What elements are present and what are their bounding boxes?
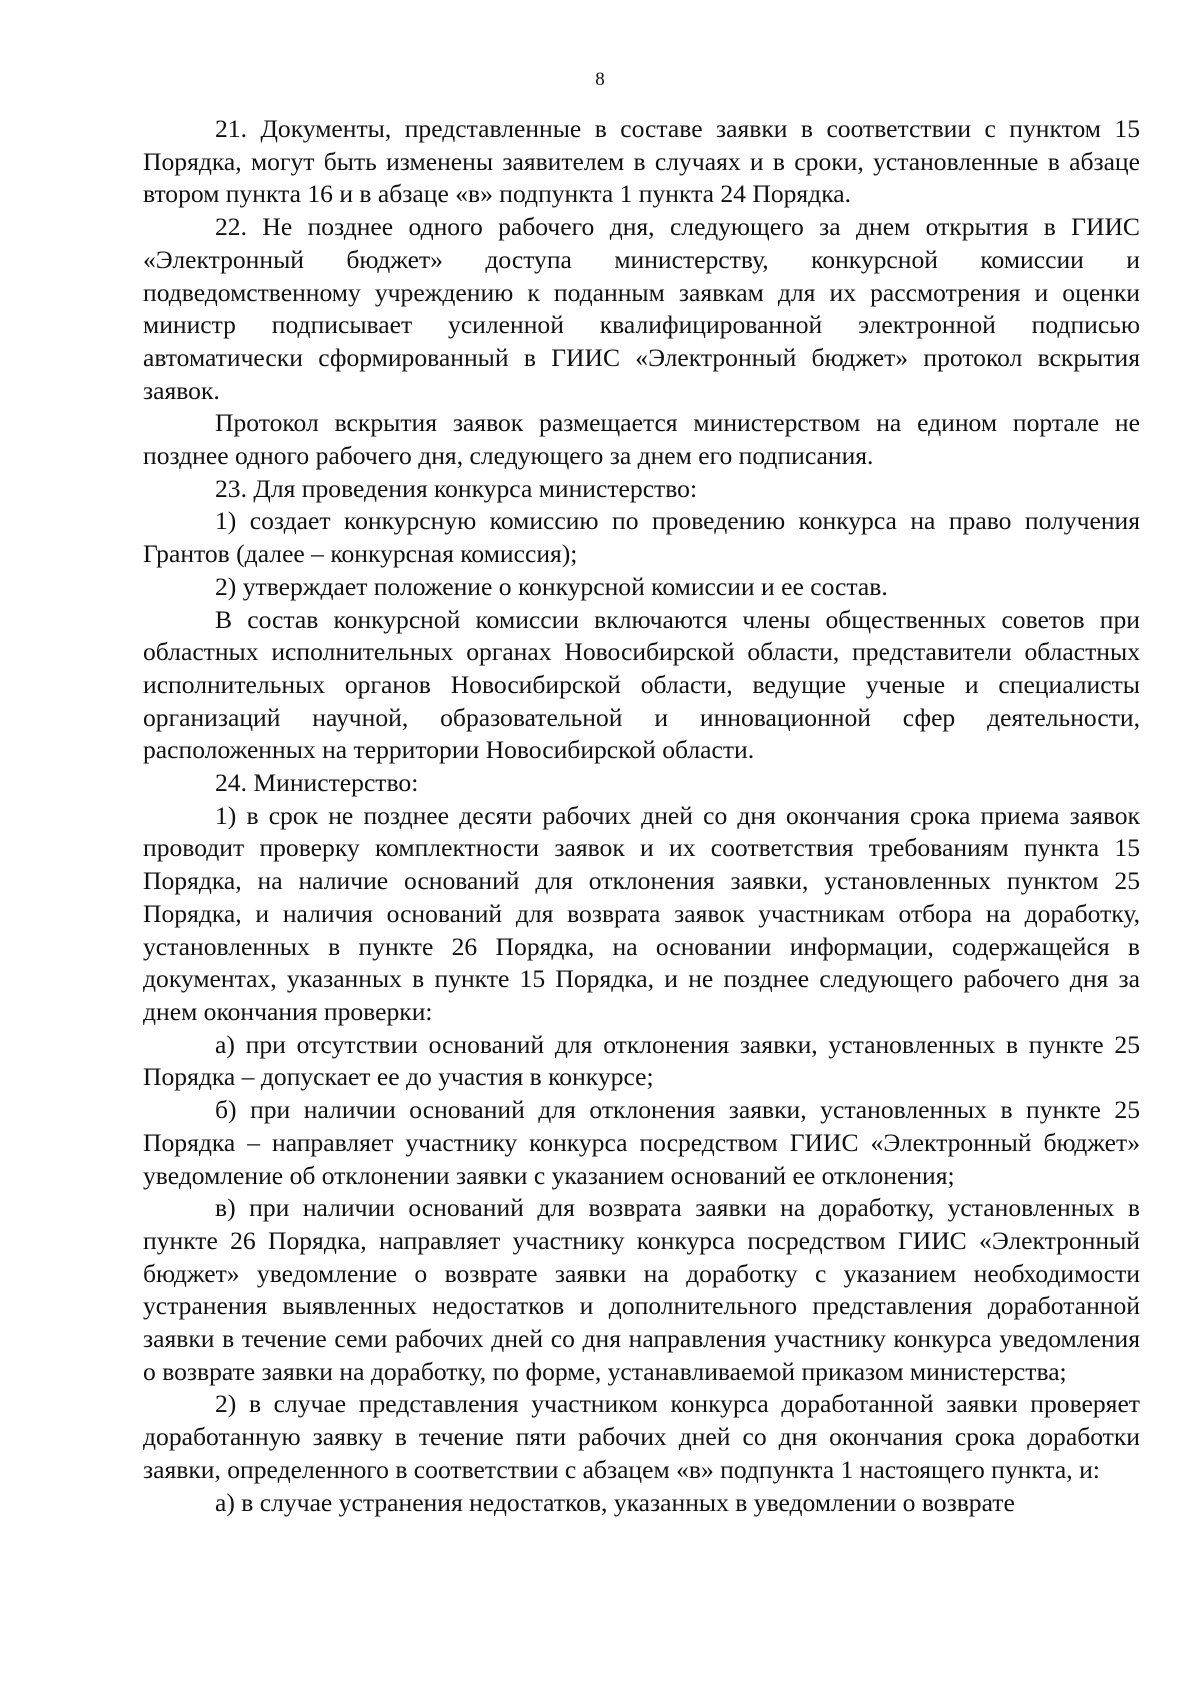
paragraph-22: 22. Не позднее одного рабочего дня, следующего за днем открытия в ГИИС «Электронный бюджет» доступа министерству, конкурсной комиссии и подведомственному учреждению к поданным заявкам для их рассмотрения и оценки министр подписывает усиленной квалифицированной электронной подписью автоматически сформированный в ГИИС «Электронный бюджет» протокол вскрытия заявок. — [143, 212, 1140, 405]
page-number: 8 — [595, 69, 605, 90]
paragraph-23-item-1: 1) создает конкурсную комиссию по проведению конкурса на право получения Грантов (далее – конкурсная комиссия); — [143, 506, 1140, 569]
paragraph-23: 23. Для проведения конкурса министерство: — [215, 473, 698, 503]
paragraph-21: 21. Документы, представленные в составе заявки в соответствии с пунктом 15 Порядка, могут быть изменены заявителем в случаях и в сроки, установленные в абзаце втором пункта 16 и в абзаце «в» подпункта 1 пункта 24 Порядка. — [143, 114, 1140, 209]
paragraph-24-item-1: 1) в срок не позднее десяти рабочих дней со дня окончания срока приема заявок проводит проверку комплектности заявок и их соответствия требованиям пункта 15 Порядка, на наличие оснований для отклонения заявки, установленных пунктом 25 Порядка, и наличия оснований для возврата заявок участникам отбора на доработку, установленных в пункте 26 Порядка, на основании информации, содержащейся в документах, указанных в пункте 15 Порядка, и не позднее следующего рабочего дня за днем окончания проверки: — [143, 800, 1140, 1026]
paragraph-24-item-2-a: а) в случае устранения недостатков, указанных в уведомлении о возврате — [215, 1487, 1015, 1517]
paragraph-24-item-1-v: в) при наличии оснований для возврата заявки на доработку, установленных в пункте 26 Порядка, направляет участнику конкурса посредством ГИИС «Электронный бюджет» уведомление о возврате заявки на доработку с указанием необходимости устранения выявленных недостатков и дополнительного представления доработанной заявки в течение семи рабочих дней со дня направления участнику конкурса уведомления о возврате заявки на доработку, по форме, устанавливаемой приказом министерства; — [143, 1193, 1140, 1386]
paragraph-23-commission-composition: В состав конкурсной комиссии включаются члены общественных советов при областных исполнительных органах Новосибирской области, представители областных исполнительных органов Новосибирской области, ведущие ученые и специалисты организаций научной, образовательной и инновационной сфер деятельности, расположенных на территории Новосибирской области. — [143, 604, 1140, 765]
paragraph-24-item-1-b: б) при наличии оснований для отклонения заявки, установленных в пункте 25 Порядка – направляет участнику конкурса посредством ГИИС «Электронный бюджет» уведомление об отклонении заявки с указанием оснований ее отклонения; — [143, 1095, 1140, 1190]
paragraph-23-item-2: 2) утверждает положение о конкурсной комиссии и ее состав. — [215, 571, 888, 601]
document-body — [143, 113, 1140, 1519]
paragraph-24-item-2: 2) в случае представления участником конкурса доработанной заявки проверяет доработанную заявку в течение пяти рабочих дней со дня окончания срока доработки заявки, определенного в соответствии с абзацем «в» подпункта 1 настоящего пункта, и: — [143, 1389, 1140, 1484]
paragraph-22-protocol: Протокол вскрытия заявок размещается министерством на едином портале не позднее одного рабочего дня, следующего за днем его подписания. — [143, 408, 1140, 471]
paragraph-24: 24. Министерство: — [215, 768, 419, 798]
paragraph-24-item-1-a: а) при отсутствии оснований для отклонения заявки, установленных в пункте 25 Порядка – допускает ее до участия в конкурсе; — [143, 1029, 1140, 1092]
